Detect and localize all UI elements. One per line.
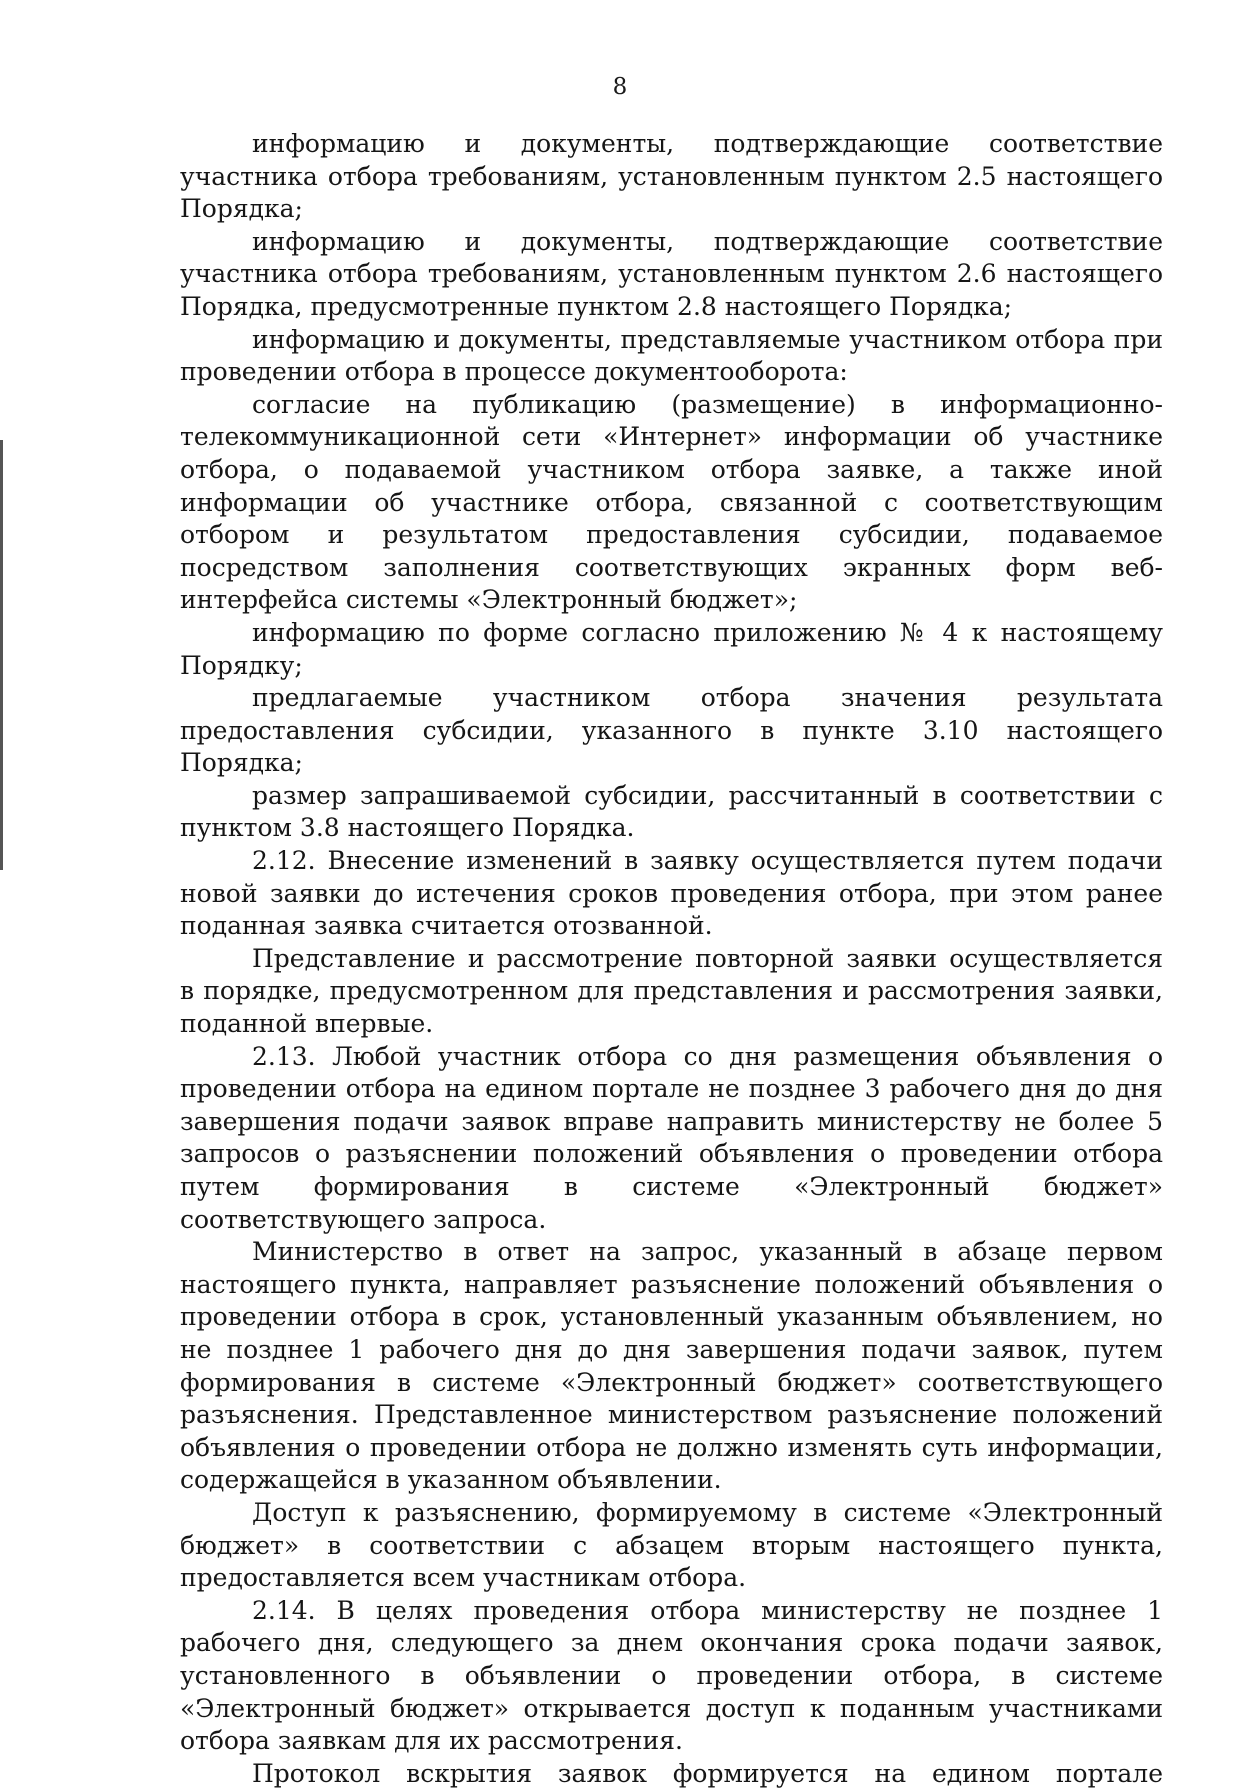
paragraph: предлагаемые участником отбора значения результата предоставления субсидии, указанного в пункте 3.10 настоящего Порядка; xyxy=(180,683,1163,778)
page-number: 8 xyxy=(612,74,628,100)
paragraph: Министерство в ответ на запрос, указанный в абзаце первом настоящего пункта, направляет разъяснение положений объявления о проведении отбора в срок, установленный указанным объявлением, но не позднее 1 рабочего дня до дня завершения подачи заявок, путем формирования в системе «Электронный бюджет» соответствующего разъяснения. Представленное министерством разъяснение положений объявления о проведении отбора не должно изменять суть информации, содержащейся в указанном объявлении. xyxy=(180,1237,1163,1495)
paragraph: 2.12. Внесение изменений в заявку осуществляется путем подачи новой заявки до истечения сроков проведения отбора, при этом ранее поданная заявка считается отозванной. xyxy=(180,846,1163,941)
paragraph: 2.14. В целях проведения отбора министерству не позднее 1 рабочего дня, следующего за днем окончания срока подачи заявок, установленного в объявлении о проведении отбора, в системе «Электронный бюджет» открывается доступ к поданным участниками отбора заявкам для их рассмотрения. xyxy=(180,1595,1163,1756)
paragraph: размер запрашиваемой субсидии, рассчитанный в соответствии с пунктом 3.8 настоящего Порядка. xyxy=(180,780,1163,843)
paragraph: 2.13. Любой участник отбора со дня размещения объявления о проведении отбора на едином портале не позднее 3 рабочего дня до дня завершения подачи заявок вправе направить министерству не более 5 запросов о разъяснении положений объявления о проведении отбора путем формирования в системе «Электронный бюджет» соответствующего запроса. xyxy=(180,1041,1163,1234)
scan-edge-mark xyxy=(0,440,3,870)
paragraph: Представление и рассмотрение повторной заявки осуществляется в порядке, предусмотренном для представления и рассмотрения заявки, поданной впервые. xyxy=(180,943,1163,1039)
paragraph: Доступ к разъяснению, формируемому в системе «Электронный бюджет» в соответствии с абзацем вторым настоящего пункта, предоставляется всем участникам отбора. xyxy=(180,1497,1163,1593)
paragraph: информацию по форме согласно приложению № 4 к настоящему Порядку; xyxy=(180,617,1163,680)
paragraph: информацию и документы, подтверждающие соответствие участника отбора требованиям, установленным пунктом 2.6 настоящего Порядка, предусмотренные пунктом 2.8 настоящего Порядка; xyxy=(180,226,1163,321)
paragraph: информацию и документы, представляемые участником отбора при проведении отбора в процессе документооборота: xyxy=(180,324,1163,387)
paragraph: информацию и документы, подтверждающие соответствие участника отбора требованиям, установленным пунктом 2.5 настоящего Порядка; xyxy=(180,129,1163,224)
paragraph: согласие на публикацию (размещение) в информационно-телекоммуникационной сети «Интернет» информации об участнике отбора, о подаваемой участником отбора заявке, а также иной информации об участнике отбора, связанной с соответствующим отбором и результатом предоставления субсидии, подаваемое посредством заполнения соответствующих экранных форм веб-интерфейса системы «Электронный бюджет»; xyxy=(180,389,1163,615)
document-body xyxy=(180,128,1163,1790)
paragraph: Протокол вскрытия заявок формируется на едином портале xyxy=(252,1758,1163,1788)
